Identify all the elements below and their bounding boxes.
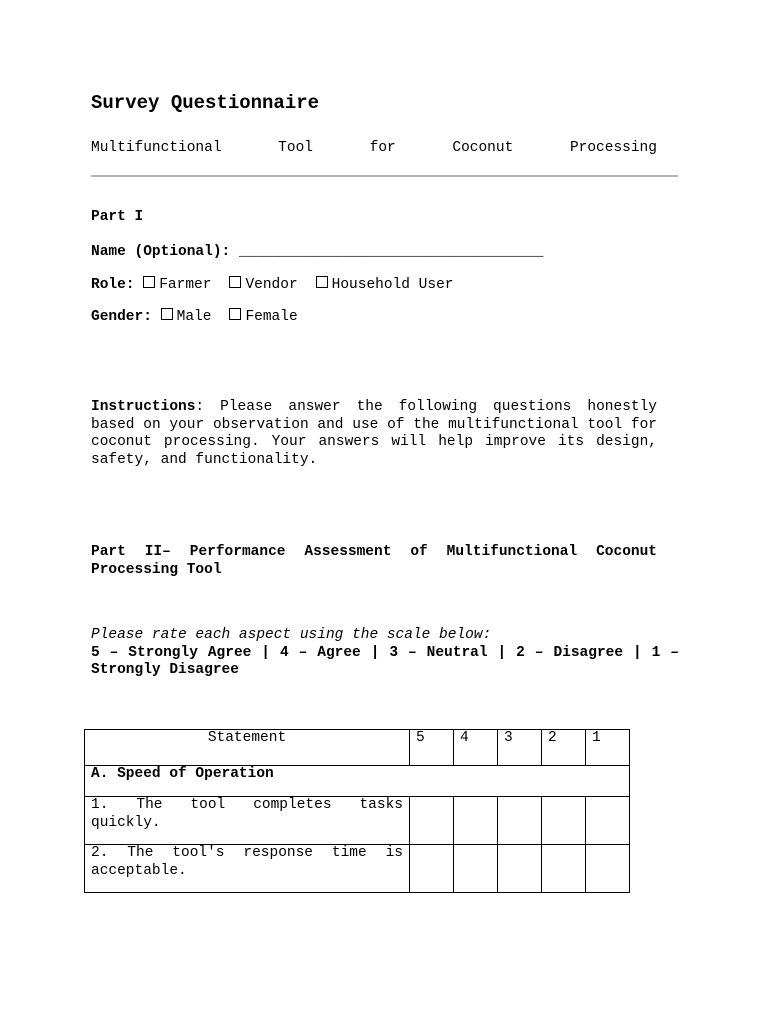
page-subtitle: [91, 140, 657, 156]
checkbox-male[interactable]: [161, 308, 173, 320]
rating-cell-4[interactable]: [454, 845, 498, 893]
gender-label: Gender:: [91, 309, 152, 325]
subtitle-word: Tool: [278, 140, 313, 156]
role-label: Role:: [91, 277, 135, 293]
rating-cell-2[interactable]: [542, 845, 586, 893]
instructions-label: Instructions: [91, 399, 196, 415]
rating-cell-5[interactable]: [410, 845, 454, 893]
rating-instruction: Please rate each aspect using the scale below:: [91, 627, 492, 643]
gender-option-female: Female: [245, 309, 298, 325]
name-field-row: [91, 244, 544, 260]
rating-scale: 5 – Strongly Agree | 4 – Agree | 3 – Neutral | 2 – Disagree | 1 – Strongly Disagree: [91, 644, 679, 678]
rating-cell-1[interactable]: [586, 845, 630, 893]
checkbox-vendor[interactable]: [229, 276, 241, 288]
role-option-household-user: Household User: [331, 277, 454, 293]
checkbox-farmer[interactable]: [143, 276, 155, 288]
rating-cell-2[interactable]: [542, 797, 586, 845]
rating-scale-note: [91, 627, 679, 680]
checkbox-household-user[interactable]: [316, 276, 328, 288]
header-rating-5: 5: [410, 730, 454, 766]
subtitle-word: for: [369, 140, 396, 156]
name-label: Name (Optional):: [91, 244, 231, 260]
checkbox-female[interactable]: [229, 308, 241, 320]
header-statement: Statement: [85, 730, 410, 766]
rating-cell-1[interactable]: [586, 797, 630, 845]
header-rating-3: 3: [498, 730, 542, 766]
role-field-row: [91, 276, 453, 293]
section-row: [85, 766, 630, 797]
rating-cell-4[interactable]: [454, 797, 498, 845]
name-blank-line[interactable]: ___________________________________: [238, 244, 544, 260]
section-a-title: A. Speed of Operation: [85, 766, 630, 797]
gender-field-row: [91, 308, 298, 325]
role-option-vendor: Vendor: [245, 277, 298, 293]
instructions-text: : Please answer the following questions honestly based on your observation and use of the multifunctional tool for coconut processing. Your answers will help improve its design, safety, and functionality.: [91, 399, 657, 468]
part1-heading: Part I: [91, 209, 144, 225]
table-row: [85, 845, 630, 893]
rating-cell-3[interactable]: [498, 797, 542, 845]
subtitle-word: Multifunctional: [91, 140, 222, 156]
statement-cell: 2. The tool's response time is acceptable.: [85, 845, 410, 893]
subtitle-word: Processing: [569, 140, 657, 156]
subtitle-word: Coconut: [452, 140, 514, 156]
table-row: [85, 797, 630, 845]
header-divider: [91, 175, 678, 177]
rating-cell-5[interactable]: [410, 797, 454, 845]
rating-table: [84, 729, 630, 893]
rating-cell-3[interactable]: [498, 845, 542, 893]
header-rating-4: 4: [454, 730, 498, 766]
role-option-farmer: Farmer: [159, 277, 212, 293]
header-rating-1: 1: [586, 730, 630, 766]
table-header-row: [85, 730, 630, 766]
instructions-paragraph: [91, 399, 657, 469]
statement-cell: 1. The tool completes tasks quickly.: [85, 797, 410, 845]
header-rating-2: 2: [542, 730, 586, 766]
gender-option-male: Male: [176, 309, 212, 325]
part2-heading: Part II– Performance Assessment of Multifunctional Coconut Processing Tool: [91, 544, 657, 578]
page-title: Survey Questionnaire: [91, 92, 320, 114]
